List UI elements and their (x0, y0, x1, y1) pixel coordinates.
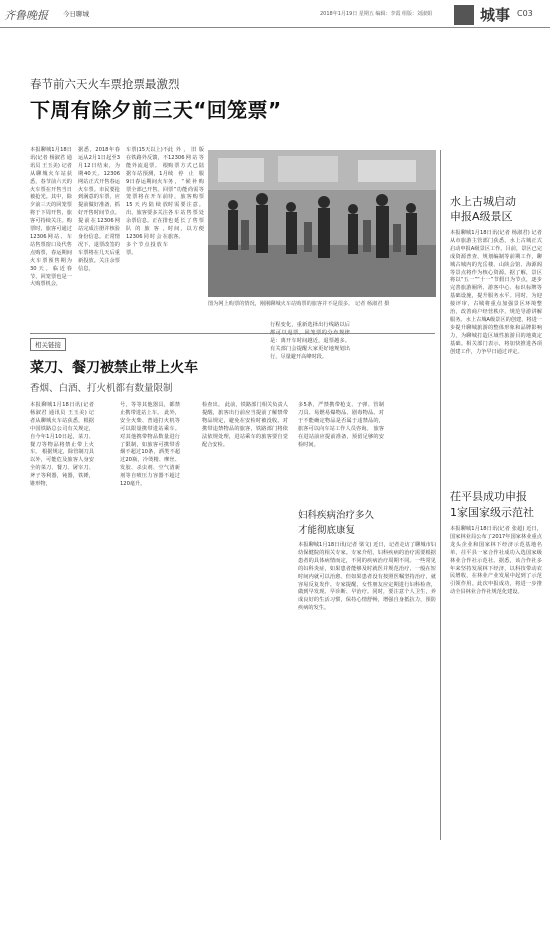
lead-headline: 下周有除夕前三天“回笼票” (30, 98, 282, 122)
sidebar1-body: 本报聊城1月18日讯(记者 杨淑君) 记者从市旅游主管部门获悉，水上古城正式启动申报A级景区工作。目前，景区已完成资源普查、规划编制等前期工作，聊城古城内的光岳楼、山陕会馆、海源阁等景点将作为核心资源。据了解，景区将以“五一”“十一”节假日为节点，逐步完善旅游厕所、游客中心、标识标牌等基础设施，提升服务水平。同时，为迎接评审，古城将重点加强景区环境整治，改善商户经营秩序，规范导游讲解服务。水上古城A级景区的创建，将进一步提升聊城旅游的整体形象和品牌影响力，为聊城打造区域性旅游目的地奠定基础。相关部门表示，将加快推进各项创建工作，力争早日通过评定。 (450, 230, 542, 355)
second-subheadline: 香烟、白酒、打火机都有数量限制 (30, 383, 173, 394)
second-headline: 菜刀、餐刀被禁止带上火车 (30, 360, 198, 376)
sidebar1-title-line2: 申报A级景区 (450, 210, 513, 223)
lead-column-4: 此外，旧版12306网站等购票方式已陆续停止服务，“候补购票”功能尚需等待，旅客购票时需要注意。各车站售票处也延长了售票时间，以方便旅客。 (168, 147, 204, 240)
train-station-photo (208, 150, 436, 297)
second-story-rule (30, 333, 435, 334)
lead-column-1: 本报聊城1月18日讯(记者 杨淑君 通讯员 王玉美) 记者从聊城火车站获悉，春节前六天的火车票在开售当日被抢光。其中，除夕前三天的回笼票将于下周开售，旅客可持续关注。购票时，旅客可通过12306网站、车站售票窗口及代售点购票，春运期间火车票预售期为30天。临近春节，回笼票也是一大购票机会， (30, 147, 72, 288)
masthead-info: 2018年1月19日 星期五 编辑：李霞 组版：刘淑娟 (320, 11, 433, 17)
section-marker (454, 5, 474, 25)
second-column-2: 号，等等其他器具，都禁止携带进站上车。 此外，安全火柴、普通打火机等可以限量携带进站乘车。对其他携带物品数量进行了限制，如旅客可携带香烟不超过10条，酒类不超过20瓶，冷烫精、摩丝、发胶、杀虫剂、空气清新剂等自喷压力容器不超过120毫升。 (120, 402, 180, 488)
sidebar-divider (440, 150, 441, 840)
sidebar2-title-line2: 1家国家级示范社 (450, 506, 534, 519)
edition-name: 今日聊城 (63, 10, 89, 18)
section-name: 城事 (480, 6, 511, 24)
photo-caption: 图为网上购票的情况，刚刚聊城火车站购票的旅客并不是很多。 记者 杨淑君 摄 (208, 301, 390, 307)
sidebar2-body: 本报聊城1月18日讯(记者 张超) 近日，国家林业局公布了2017年国家林业重点龙头企业和国家林下经济示范基地名单，茌平县一家合作社成功入选国家级林业合作社示范社。据悉，该合作社多年来坚持发展林下经济，以科技带动农民增收，在林业产业发展中起到了示范引领作用。此次申报成功，将进一步推动全县林业合作社规范化建设。 (450, 526, 542, 596)
lead-kicker: 春节前六天火车票抢票最激烈 (30, 77, 180, 91)
third-headline-line2: 才能彻底康复 (298, 525, 356, 536)
photo-illustration (208, 150, 436, 297)
lead-column-5: 行程变化，重新选择出行线路以后 是：离开车时间越近，退票越多。有关部门会提醒大家更好地规划出行，尽量避开高峰时段。 (270, 322, 350, 360)
second-column-4: 多5条，严禁携带枪支、子弹、管制刀具、易燃易爆物品、剧毒物品。对于不能确定物品是否属于违禁品的，旅客可以向车站工作人员咨询。 旅客在进站前应提前准备，预留足够的安检时间。 (298, 402, 384, 448)
page-number: C03 (517, 9, 533, 18)
newspaper-logo: 齐鲁晚报 (4, 9, 48, 22)
related-link-tag: 相关链接 (30, 338, 66, 351)
second-column-1: 本报聊城1月18日讯(记者 杨淑君 通讯员 王玉美) 记者从聊城火车站获悉，根据中国铁路总公司有关规定，自今年1月10日起，菜刀、餐刀等物品将禁止带上火车。 根据规定，除管制刀具以外，可能危及旅客人身安全的菜刀、餐刀、屠宰刀、斧子等利器，钝器，铁锤，锥形物， (30, 402, 94, 488)
second-column-3: 检查出。 此前，铁路部门相关负责人提醒，旅客出行前应当提前了解禁带物品规定，避免在安检时被没收。对携带违禁物品的旅客，铁路部门将依法依规处理，进站乘车的旅客要自觉配合安检。 (202, 402, 288, 448)
masthead-rule (0, 27, 550, 28)
sidebar1-title-line1: 水上古城启动 (450, 195, 516, 208)
sidebar2-title-line1: 茌平县成功申报 (450, 490, 527, 503)
third-body: 本报聊城1月18日讯(记者 梁文) 近日，记者走访了聊城市妇幼保健院的相关专家。专家介绍，妇科疾病的治疗需要根据患者的具体病情而定，不同的疾病治疗周期不同。一些常见的妇科炎症，如果患者能够及时就医并规范治疗，一般在短时间内就可以治愈。但如果患者没有按照医嘱坚持治疗，就容易反复发作。专家提醒，女性朋友应定期进行妇科检查，做到早发现、早诊断、早治疗。同时，要注意个人卫生，养成良好的生活习惯，保持心情舒畅，增强自身抵抗力，预防疾病的发生。 (298, 542, 436, 612)
lead-column-2: 据悉，2018年春运从2月1日起至3月12日结束，为期40天。12306网站正式开售春运火车票。市民要抢到满意的车票，应提前做好准备，抓好开售时间节点。提前在12306网站完成注册并核验身份信息。正常情况下，退票改签的车票将在几天后重新投放。关注余票信息， (78, 147, 120, 272)
third-headline-line1: 妇科疾病治疗多久 (298, 510, 375, 521)
lead-column-3: 车票(15天以上)不在铁路外反馈，不能外流退票。 根据车站预测，1月9日春运期间火车票全部已开售。回笼票将在开车前15天内陆续放出，旅客要多关注余票信息。正在排队的旅客，12306同时会在多个节点投放车票。 (126, 147, 168, 256)
